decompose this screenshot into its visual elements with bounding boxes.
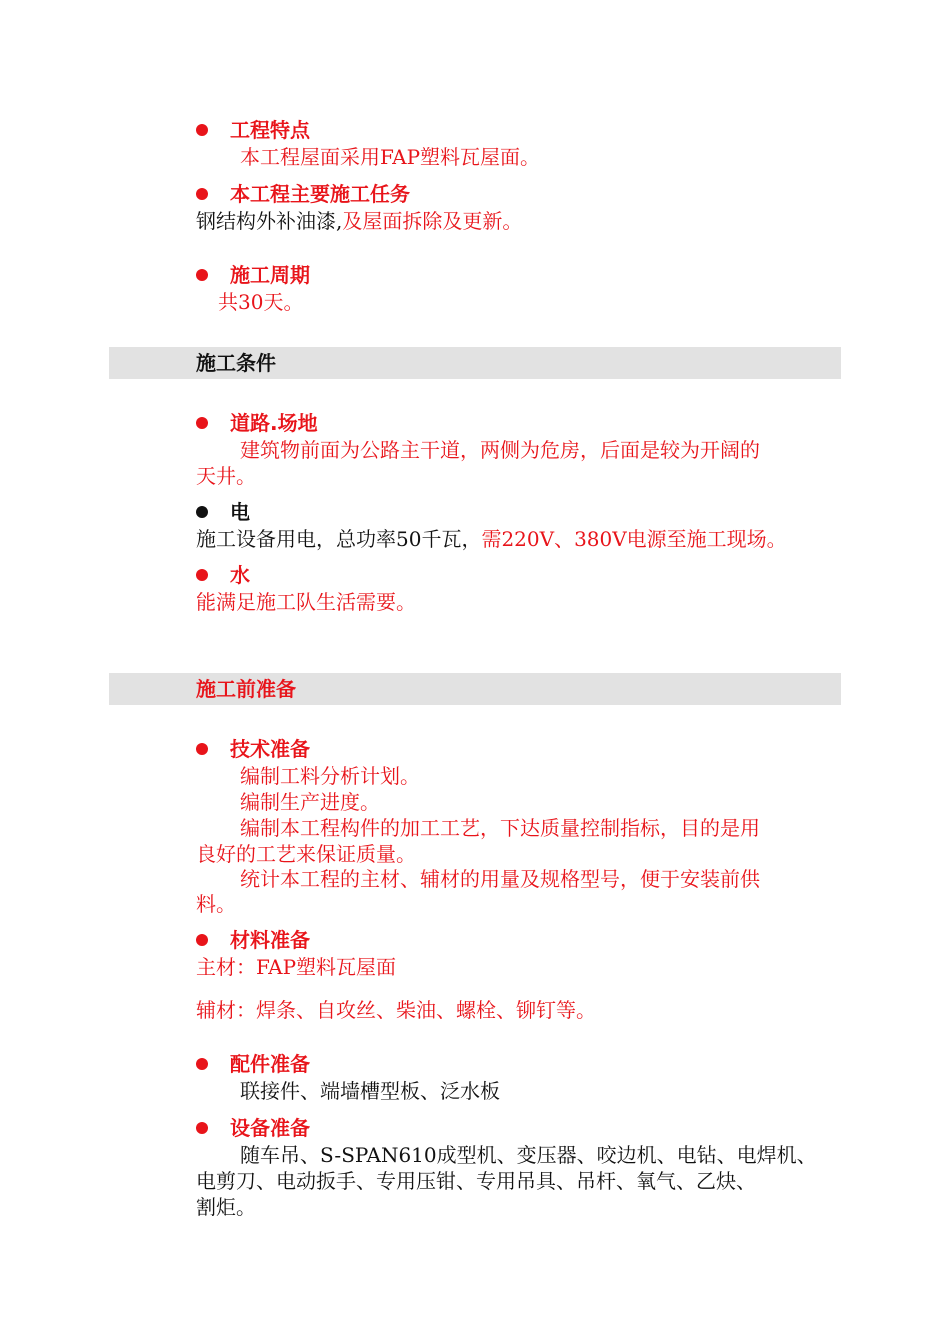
power-text [196,526,787,552]
heading-road: 道路.场地 [230,411,318,435]
bullet-dot-icon [196,124,208,136]
tech-line4: 良好的工艺来保证质量。 [196,842,416,866]
tech-line2: 编制生产进度。 [240,790,380,814]
bullet-dot-icon [196,743,208,755]
bullet-dot-icon [196,269,208,281]
road-text-line1: 建筑物前面为公路主干道，两侧为危房，后面是较为开阔的 [240,438,760,462]
bullet-dot-icon [196,417,208,429]
road-text-line2: 天井。 [196,464,256,488]
bullet-heading-power [196,498,250,526]
tech-line3: 编制本工程构件的加工工艺，下达质量控制指标，目的是用 [240,816,760,840]
heading-materials: 材料准备 [230,928,310,952]
bullet-dot-icon [196,1122,208,1134]
materials-aux: 辅材：焊条、自攻丝、柴油、螺栓、铆钉等。 [196,998,596,1022]
tasks-text-red: 及屋面拆除及更新。 [342,209,523,233]
bullet-heading-parts [196,1050,310,1078]
bullet-heading-tasks [196,180,410,208]
parts-text: 联接件、端墙槽型板、泛水板 [240,1079,500,1103]
heading-equipment: 设备准备 [230,1116,310,1140]
power-text-black: 施工设备用电，总功率50千瓦， [196,527,482,551]
heading-parts: 配件准备 [230,1052,310,1076]
power-text-red: 需220V、380V电源至施工现场。 [481,527,787,551]
bullet-dot-icon [196,1058,208,1070]
equipment-line3: 割炬。 [196,1195,256,1219]
period-text: 共30天。 [218,290,304,314]
heading-period: 施工周期 [230,263,310,287]
bullet-dot-icon [196,569,208,581]
water-text: 能满足施工队生活需要。 [196,590,416,614]
bullet-heading-period [196,261,310,289]
section-band-conditions [109,347,841,379]
bullet-heading-features [196,116,310,144]
materials-main: 主材：FAP塑料瓦屋面 [196,955,397,979]
equipment-line1: 随车吊、S-SPAN610成型机、变压器、咬边机、电钻、电焊机、 [240,1143,817,1167]
features-text: 本工程屋面采用FAP塑料瓦屋面。 [240,145,541,169]
heading-water: 水 [230,563,250,587]
tasks-text [196,208,522,234]
tech-line1: 编制工料分析计划。 [240,764,420,788]
bullet-heading-road [196,409,318,437]
bullet-heading-tech [196,735,310,763]
section-title-preparation: 施工前准备 [196,677,296,701]
tasks-text-black: 钢结构外补油漆, [196,209,343,233]
equipment-line2: 电剪刀、电动扳手、专用压钳、专用吊具、吊杆、氧气、乙炔、 [196,1169,756,1193]
bullet-heading-equipment [196,1114,310,1142]
bullet-dot-icon [196,934,208,946]
section-title-conditions: 施工条件 [196,351,276,375]
heading-features: 工程特点 [230,118,310,142]
heading-tasks: 本工程主要施工任务 [230,182,410,206]
bullet-heading-water [196,561,250,589]
bullet-dot-icon [196,506,208,518]
section-band-preparation [109,673,841,705]
heading-power: 电 [230,500,250,524]
bullet-heading-materials [196,926,310,954]
tech-line6: 料。 [196,892,236,916]
heading-tech: 技术准备 [230,737,310,761]
tech-line5: 统计本工程的主材、辅材的用量及规格型号，便于安装前供 [240,867,760,891]
bullet-dot-icon [196,188,208,200]
